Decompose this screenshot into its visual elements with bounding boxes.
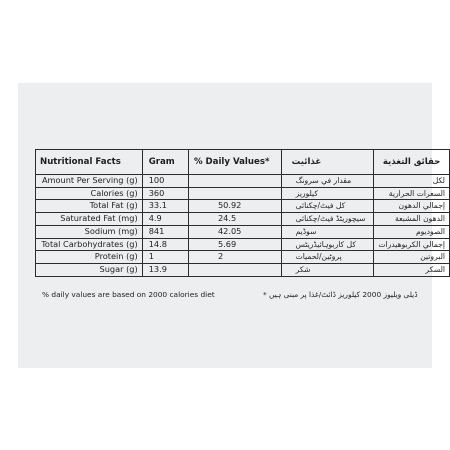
row-label-arabic-1: مقدار في سرونگ xyxy=(281,175,374,188)
row-label-arabic-2: الصوديوم xyxy=(374,225,450,238)
row-label: Total Fat (g) xyxy=(36,200,143,213)
table-row xyxy=(36,251,450,264)
row-gram: 100 xyxy=(142,175,188,188)
row-daily-value xyxy=(188,175,281,188)
row-gram: 33.1 xyxy=(142,200,188,213)
row-label-arabic-1: سوڈیم xyxy=(281,225,374,238)
header-nutritional-facts: Nutritional Facts xyxy=(36,150,143,175)
row-label: Protein (g) xyxy=(36,251,143,264)
footnote-english: % daily values are based on 2000 calories diet xyxy=(42,290,215,299)
header-arabic-nutrition: غذائيت xyxy=(281,150,374,175)
row-label-arabic-1: شكر xyxy=(281,263,374,276)
row-label: Saturated Fat (mg) xyxy=(36,213,143,226)
table-row xyxy=(36,238,450,251)
footnote-arabic: * ڈیلی ویلیوز 2000 کیلوریز ڈائٹ/غذا پر مبنی ہیں xyxy=(263,290,418,299)
table-row xyxy=(36,225,450,238)
header-gram: Gram xyxy=(142,150,188,175)
row-daily-value: 5.69 xyxy=(188,238,281,251)
row-label: Calories (g) xyxy=(36,187,143,200)
row-daily-value xyxy=(188,187,281,200)
row-label-arabic-2: إجمالي الكربوهيدرات xyxy=(374,238,450,251)
header-daily-values: % Daily Values* xyxy=(188,150,281,175)
row-daily-value: 42.05 xyxy=(188,225,281,238)
row-label: Sodium (mg) xyxy=(36,225,143,238)
row-daily-value: 24.5 xyxy=(188,213,281,226)
row-label-arabic-2: البروتين xyxy=(374,251,450,264)
table-row xyxy=(36,263,450,276)
nutrition-facts-table xyxy=(35,149,450,277)
row-gram: 13.9 xyxy=(142,263,188,276)
row-gram: 360 xyxy=(142,187,188,200)
row-label-arabic-2: السعرات الحرارية xyxy=(374,187,450,200)
row-daily-value: 2 xyxy=(188,251,281,264)
row-gram: 14.8 xyxy=(142,238,188,251)
row-gram: 841 xyxy=(142,225,188,238)
row-label: Total Carbohydrates (g) xyxy=(36,238,143,251)
table-row xyxy=(36,175,450,188)
header-arabic-title: حقائق التغذية xyxy=(374,150,450,175)
row-label: Sugar (g) xyxy=(36,263,143,276)
row-label-arabic-1: پروٹین/لحميات xyxy=(281,251,374,264)
row-daily-value: 50.92 xyxy=(188,200,281,213)
table-row xyxy=(36,200,450,213)
row-label-arabic-1: كل كاربوہائیڈریٹس xyxy=(281,238,374,251)
row-label-arabic-2: لكل xyxy=(374,175,450,188)
row-gram: 4.9 xyxy=(142,213,188,226)
row-label-arabic-2: إجمالي الدهون xyxy=(374,200,450,213)
row-label-arabic-1: كل فيٹ/چکنائی xyxy=(281,200,374,213)
row-label-arabic-1: سيچوريٹڈ فيٹ/چکنائی xyxy=(281,213,374,226)
table-row xyxy=(36,187,450,200)
row-gram: 1 xyxy=(142,251,188,264)
row-label-arabic-1: كيلوريز xyxy=(281,187,374,200)
row-label: Amount Per Serving (g) xyxy=(36,175,143,188)
row-label-arabic-2: الدهون المشبعة xyxy=(374,213,450,226)
row-daily-value xyxy=(188,263,281,276)
table-row xyxy=(36,213,450,226)
table-header-row xyxy=(36,150,450,175)
row-label-arabic-2: السكر xyxy=(374,263,450,276)
